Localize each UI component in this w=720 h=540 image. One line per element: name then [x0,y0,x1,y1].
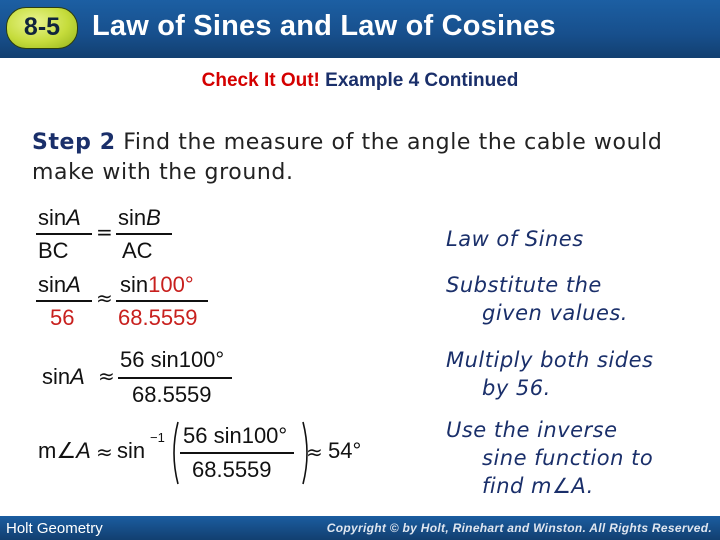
eq4-num: 56 sin100° [183,423,288,448]
eq1-num-left: sinA [38,205,81,230]
lesson-badge [6,7,78,49]
eq4-approx2: ≈ [306,440,323,464]
eq2-approx: ≈ [96,286,113,310]
eq4-den: 68.5559 [192,457,272,482]
eq2-frac-line-right [116,300,208,302]
eq4-frac-line [180,452,294,454]
footer-copyright: Copyright © by Holt, Rinehart and Winston. All Rights Reserved. [326,521,712,535]
eq1-num-right: sinB [118,205,161,230]
step-text-line1: Find the measure of the angle the cable would [123,130,663,155]
eq2-den-left: 56 [50,305,75,330]
header-bar [0,0,720,58]
footer-bar [0,516,720,540]
eq1-frac-line-left [36,233,92,235]
eq3-frac-line [118,377,232,379]
eq2-num-left: sinA [38,272,81,297]
eq4-exp: −1 [150,430,165,445]
eq1-equals: = [96,220,113,244]
eq1-frac-line-right [116,233,172,235]
step-text-line2: make with the ground. [32,160,294,185]
page-title: Law of Sines and Law of Cosines [92,10,556,42]
eq4-func: sin [117,438,146,463]
note-multiply: Multiply both sides by 56. [446,348,654,400]
eq4-lhs: m∠A [38,438,91,463]
eq4-approx: ≈ [96,440,113,464]
footer-course: Holt Geometry [6,520,103,537]
eq3-lhs: sinA [42,364,85,389]
eq3-approx: ≈ [98,364,115,388]
eq2-frac-line-left [36,300,92,302]
lesson-number: 8-5 [23,13,61,41]
example-label: Example 4 Continued [325,70,519,91]
note-law-of-sines: Law of Sines [446,227,584,251]
note-substitute: Substitute the given values. [446,273,628,325]
note-inverse-sine: Use the inverse sine function to find m∠A. [446,418,654,498]
eq3-num: 56 sin100° [120,347,225,372]
step-instruction [32,128,702,188]
eq2-den-right: 68.5559 [118,305,198,330]
check-it-out-label: Check It Out! [201,70,320,91]
step-label: Step 2 [32,130,116,155]
eq1-den-left: BC [38,238,69,263]
eq4-result: 54° [328,438,362,463]
eq1-den-right: AC [122,238,153,263]
example-subtitle [0,70,720,92]
eq3-den: 68.5559 [132,382,212,407]
eq2-num-right: sin100° [120,272,194,297]
